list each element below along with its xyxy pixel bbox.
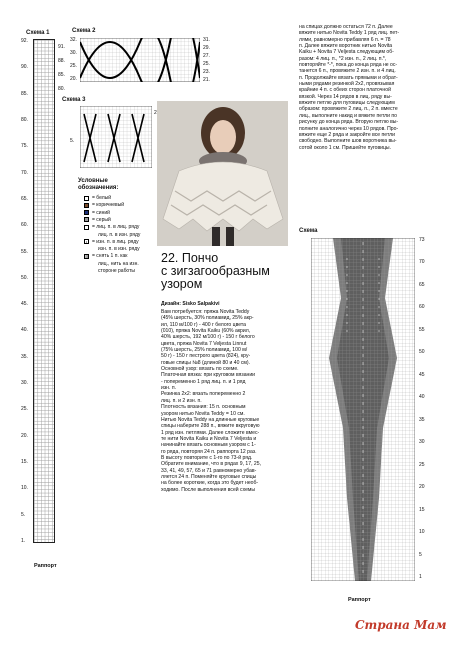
legend-item-label: = коричневый [92,202,125,209]
legend-item-label: = серый [92,216,111,223]
article-line: 50 г) - 150 г пестрого цвета (824), кру- [161,353,251,360]
scheme-main-row-number: 1 [419,574,422,580]
scheme-main-row-number: 20 [419,484,425,491]
legend-swatch-icon: ▥ [85,253,89,259]
legend-swatch-icon: • [85,239,88,245]
legend-swatch-icon [84,203,89,208]
legend-item [84,239,139,245]
scheme1-row-number: 5. [21,511,26,518]
article-line: п. Далее вяжите воротник нитью Novita [299,43,393,50]
designer-label: Дизайн: [161,301,181,307]
article-line: ляется 24 п. Поменяйте круговые спицы [161,473,257,480]
article-line: рисунку до конца ряда. Вторую петлю вы- [299,119,399,126]
article-line: ил, 110 м/100 г) - 400 г белого цвета [161,321,247,328]
legend-swatch-icon [84,196,89,201]
article-line: танется 6 п., провяжите 2 изн. п. и 4 лиц. [299,68,396,75]
article-line: (45% шерсть, 30% полиамид, 25% акр- [161,315,254,322]
scheme2-right-row-number: 27. [203,53,210,59]
article-line: Обратите внимание, что в рядах 9, 17, 25, [161,461,261,468]
legend-swatch-icon [84,210,89,215]
article-line: В высоту повторите с 1-го по 73-й ряд. [161,454,253,461]
article-line: го ряда, повторяя 24 п. раппорта 12 раз. [161,448,257,455]
scheme1-rapport: Раппорт [34,563,57,569]
scheme2-right-row-number: 31. [203,37,210,43]
scheme-main-row-number: 55 [419,326,425,333]
scheme2-right-row-number: 23. [203,69,210,75]
scheme2-left-row-number: 25. [70,63,77,69]
legend-item [98,268,135,274]
article-line: те нити Novita Kaiku и Novita 7 Veljesta и [161,435,257,442]
article-line: начинайте вязать основным узором с 1- [161,442,256,449]
legend-item [98,232,140,238]
designer-line [161,301,219,307]
scheme1-grid [33,39,55,543]
scheme1-row-number: 70. [21,169,28,176]
article-line: лями, равномерно прибавляя 6 п. = 78 [299,36,391,43]
legend-item [98,261,139,267]
article-line: крайние 4 п. с обеих сторон платочной [299,87,391,94]
legend-item-label: = лиц. п. в лиц. ряду [92,224,140,231]
article-title-line3: узором [161,277,203,291]
article-line: вяжите петлю для пуговицы следующим [299,100,395,107]
scheme-main-row-number: 70 [419,259,425,266]
article-title [161,252,270,291]
article-line: Kaiku + Novita 7 Veljesta следующим об- [299,49,394,56]
legend-title: Условные обозначения: [78,178,119,191]
scheme-main-rapport: Раппорт [348,597,371,603]
legend-item [84,224,139,230]
article-line: Плотность вязания: 15 п. основным [161,404,246,411]
scheme1-row-number: 25. [21,406,28,413]
article-line: (010), пряжа Novita Kaiku (60% акрил, [161,328,251,335]
article-line: ходимо. После выполнения всей схемы [161,486,256,493]
scheme1-title: Схема 1 [26,30,50,36]
article-line: спицы наберите 288 п., вяжите вкруговую [161,423,260,430]
legend-swatch-icon [84,217,89,222]
legend-item-label: изн. п. в изн. ряду [98,246,140,253]
scheme1-mid-number: 88. [58,58,65,64]
scheme2-title: Схема 2 [72,28,96,34]
designer-name: Sisko Salpakivi [182,301,220,307]
legend-item [84,202,124,208]
scheme1-row-number: 50. [21,274,28,281]
article-line: говые спицы №8 (длиной 80 и 40 см). [161,359,251,366]
article-line: образом: провяжите 2 лиц. п., 2 п. вместе [299,106,398,113]
article-line: лиц., выполните накид и вяжите петли по [299,112,397,119]
scheme1-row-number: 80. [21,116,28,123]
scheme3-title: Схема 3 [62,97,86,103]
scheme1-row-number: 65. [21,195,28,202]
article-line: ными рядами резинкой 2х2, провязывая [299,81,395,88]
watermark-logo: Страна Мам [355,618,447,632]
scheme-main-row-number: 40 [419,394,425,401]
legend-item-label: = изн. п. в лиц. ряду [92,238,139,245]
article-line: Платочная вязка: при круговом вязании [161,372,256,379]
article-line: полните аналогично через 10 рядов. Про- [299,125,399,132]
legend-item [84,195,111,201]
scheme1-row-number: 15. [21,459,28,466]
scheme-main-row-number: 30 [419,439,425,446]
scheme1-row-number: 55. [21,248,28,255]
article-column-2 [161,309,291,493]
scheme1-row-number: 85. [21,90,28,97]
article-line: на спицах должно остаться 72 п. Далее [299,24,393,30]
scheme-main-row-number: 50 [419,349,425,356]
scheme2-left-row-number: 20. [70,76,77,82]
article-line: узором нитью Novita Teddy = 10 см. [161,410,245,417]
scheme1-row-number: 1. [21,538,26,544]
article-line: сотой около 1 см. Пришейте пуговицы. [299,144,391,151]
article-line: вяжите еще 2 ряда и закройте все петли [299,131,395,138]
legend-item [84,253,127,259]
article-line: Основной узор: вязать по схеме. [161,366,239,373]
scheme2-right-row-number: 21. [203,77,210,83]
scheme2-chart [80,38,200,82]
article-line: (75% шерсть, 25% полиамид, 100 м/ [161,347,248,354]
scheme1-mid-number: 80. [58,86,65,92]
legend-item-label: = синий [92,209,110,216]
article-line: Резинка 2х2: вязать попеременно 2 [161,391,246,398]
article-line: 40% шерсть, 192 м/100 г) - 150 г белого [161,334,255,341]
legend-item-label: лиц., нить на изн. [98,260,139,267]
scheme1-row-number: 60. [21,222,28,229]
article-line: 1 ряд изн. петлями. Далее сложите вмес- [161,429,260,436]
article-line: цвета, пряжа Novita 7 Veljesta Linnut [161,340,247,347]
scheme2-left-row-number: 30. [70,50,77,56]
article-title-line1: 22. Пончо [161,251,219,265]
scheme2-right-row-number: 25. [203,61,210,67]
article-line: вязкой. Через 14 рядов в лиц. ряду вы- [299,93,392,100]
scheme-main-row-number: 60 [419,304,425,311]
scheme-main-title: Схема [299,228,318,234]
legend-item-label: лиц. п. в изн. ряду [98,231,141,238]
scheme1-row-number: 90. [21,64,28,71]
scheme3-right-row: 2 [154,110,157,116]
scheme1-row-number: 40. [21,327,28,334]
scheme1-row-number: 45. [21,301,28,308]
scheme1-row-number: 10. [21,485,28,492]
scheme-main-row-number: 35 [419,416,425,423]
article-line: Вам потребуется: пряжа Novita Teddy [161,309,250,315]
article-line: вяжите нитью Novita Teddy 1 ряд лиц. пет- [299,30,400,37]
article-line: п. Продолжайте вязать прямыми и обрат- [299,74,398,81]
scheme-main-row-number: 73 [419,237,425,243]
scheme-main-row-number: 15 [419,506,425,513]
legend-swatch-icon [84,225,89,230]
article-line: изн. п. [161,385,176,392]
article-title-line2: с зигзагообразным [161,264,270,278]
scheme3-left-row: 5. [70,138,75,144]
article-column-3 [299,24,439,151]
scheme2-left-row-number: 32. [70,37,77,43]
article-line: повторяйте *-*, пока до конца ряда не ос- [299,62,398,69]
scheme-main-row-number: 45 [419,371,425,378]
scheme-main-row-number: 25 [419,461,425,468]
scheme-main-chart [311,238,415,581]
article-line: 33, 41, 49, 57, 65 и 71 равномерно убав- [161,467,257,474]
article-line: свободно. Выполните шов воротника вы- [299,138,397,145]
scheme1-row-number: 20. [21,432,28,439]
article-line: разом: 4 лиц. п., *2 изн. п., 2 лиц. п.*, [299,55,387,62]
legend-item-label: стороне работы [98,268,135,274]
legend-item [98,246,140,252]
article-line: Нитью Novita Teddy на длинные круговые [161,416,260,423]
scheme1-row-number: 75. [21,143,28,150]
scheme1-row-number: 35. [21,353,28,360]
scheme-main-row-number: 65 [419,281,425,288]
scheme1-row-number: 30. [21,380,28,387]
article-line: - попеременно 1 ряд лиц. п. и 1 ряд [161,378,246,385]
legend-item-label: = снять 1 п. как [92,253,128,260]
legend-item-label: = белый [92,195,112,201]
poncho-photo [157,101,288,246]
scheme1-mid-number: 85. [58,72,65,78]
scheme1-mid-number: 91. [58,44,65,50]
scheme3-chart [80,106,152,168]
article-line: на более короткие, когда это будет необ- [161,480,259,487]
article-line: лиц. п. и 2 изн. п. [161,397,202,404]
scheme1-row-number: 92. [21,38,28,44]
legend-item [84,210,110,216]
scheme2-right-row-number: 29. [203,45,210,51]
legend-item [84,217,111,223]
scheme-main-row-number: 10 [419,529,425,536]
scheme-main-row-number: 5 [419,551,422,558]
